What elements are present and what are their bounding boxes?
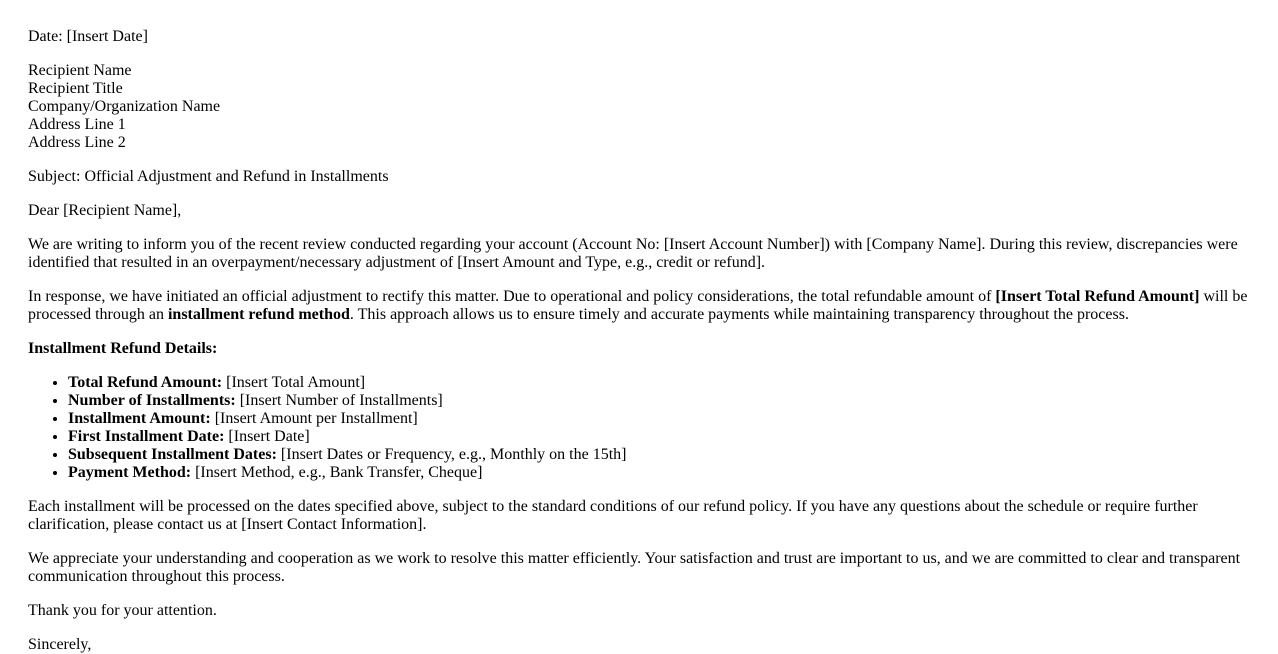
detail-value: [Insert Total Amount] <box>222 374 366 391</box>
list-item <box>68 410 1250 428</box>
list-item <box>68 464 1250 482</box>
list-item <box>68 428 1250 446</box>
recipient-address-line-1: Address Line 1 <box>28 116 126 133</box>
detail-label: First Installment Date: <box>68 428 225 445</box>
detail-value: [Insert Method, e.g., Bank Transfer, Cheque] <box>191 464 483 481</box>
recipient-address-block <box>28 62 1250 152</box>
paragraph-installment-method <box>28 288 1250 324</box>
details-heading-text: Installment Refund Details: <box>28 340 218 357</box>
paragraph-review: We are writing to inform you of the recent review conducted regarding your account (Account No: [Insert Account Number]) with [Company Name]. During this review, discrepancies were identified that resulted in an overpayment/necessary adjustment of [Insert Amount and Type, e.g., credit or refund]. <box>28 236 1238 271</box>
detail-value: [Insert Date] <box>224 428 310 445</box>
paragraph-thanks: Thank you for your attention. <box>28 602 217 619</box>
paragraph-text: In response, we have initiated an official adjustment to rectify this matter. Due to operational and policy considerations, the total refundable amount of <box>28 288 996 305</box>
recipient-address-line-2: Address Line 2 <box>28 134 126 151</box>
installment-method-emphasis: installment refund method <box>167 306 350 323</box>
closing: Sincerely, <box>28 636 92 653</box>
salutation: Dear [Recipient Name], <box>28 202 182 219</box>
details-heading <box>28 340 1250 358</box>
detail-value: [Insert Dates or Frequency, e.g., Monthly on the 15th] <box>276 446 627 463</box>
paragraph-text: will be processed through an <box>28 288 1248 323</box>
date-line: Date: [Insert Date] <box>28 28 148 45</box>
recipient-organization: Company/Organization Name <box>28 98 221 115</box>
detail-label: Installment Amount: <box>68 410 211 427</box>
paragraph-appreciation: We appreciate your understanding and cooperation as we work to resolve this matter efficiently. Your satisfaction and trust are important to us, and we are committed to clear and transparent communication throughout this process. <box>28 550 1241 585</box>
subject-line: Subject: Official Adjustment and Refund in Installments <box>28 168 389 185</box>
recipient-name: Recipient Name <box>28 62 132 79</box>
list-item <box>68 374 1250 392</box>
list-item <box>68 392 1250 410</box>
total-refund-amount-emphasis: [Insert Total Refund Amount] <box>995 288 1200 305</box>
recipient-title: Recipient Title <box>28 80 123 97</box>
list-item <box>68 446 1250 464</box>
detail-label: Subsequent Installment Dates: <box>68 446 277 463</box>
detail-label: Total Refund Amount: <box>68 374 223 391</box>
paragraph-schedule-conditions: Each installment will be processed on the dates specified above, subject to the standard conditions of our refund policy. If you have any questions about the schedule or require further clarification, please contact us at [Insert Contact Information]. <box>28 498 1198 533</box>
detail-value: [Insert Number of Installments] <box>235 392 443 409</box>
installment-details-list <box>28 374 1250 482</box>
detail-value: [Insert Amount per Installment] <box>210 410 418 427</box>
detail-label: Payment Method: <box>68 464 192 481</box>
paragraph-text: . This approach allows us to ensure timely and accurate payments while maintaining transparency throughout the process. <box>349 306 1129 323</box>
detail-label: Number of Installments: <box>68 392 236 409</box>
